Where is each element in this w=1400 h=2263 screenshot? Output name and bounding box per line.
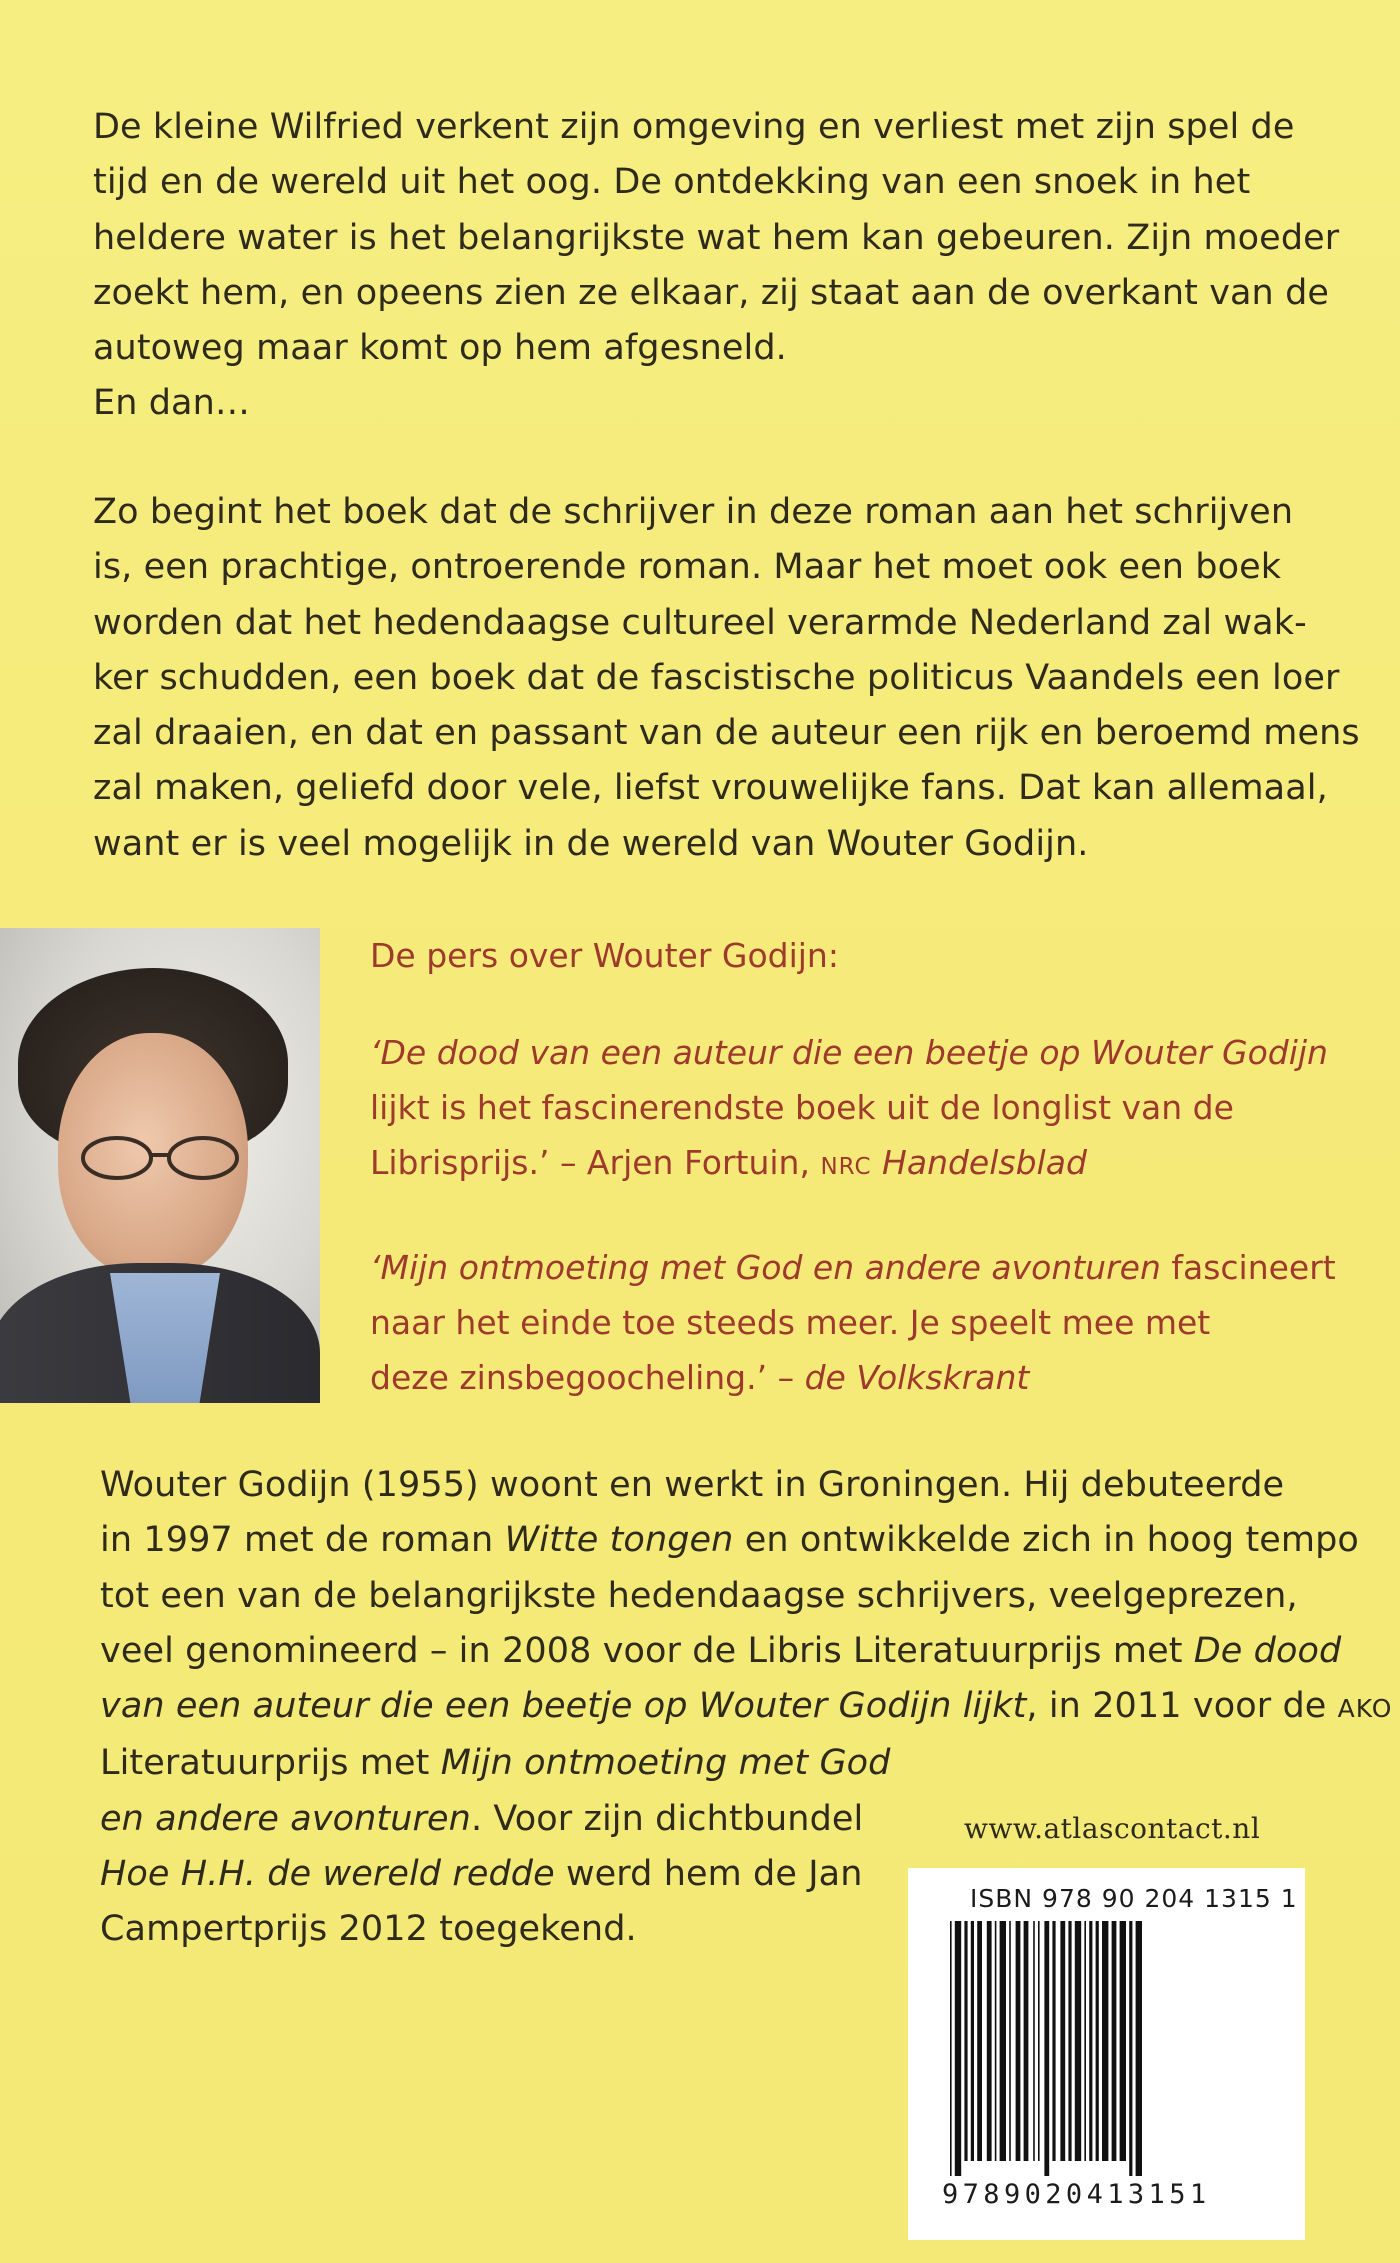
ean-digits: 9789020413151 (942, 2179, 1211, 2210)
publisher-website: www.atlascontact.nl (964, 1812, 1261, 1845)
author-bio: Wouter Godijn (1955) woont en werkt in Groningen. Hij debuteerde in 1997 met de roman Witte tongen en ontwikkelde zich in hoog tempo tot een van de belangrijkste hedendaagse schrijvers, veelgeprezen, veel genomineerd – in 2008 voor de Libris Literatuurprijs met De dood van een auteur die een beetje op Wouter Godijn lijkt, in 2011 voor de AKO Literatuurprijs met Mijn ontmoeting met God en andere avonturen. Voor zijn dichtbundel Hoe H.H. de wereld redde werd hem de Jan Campertprijs 2012 toegekend. (100, 1465, 1393, 1950)
author-portrait (0, 928, 320, 1403)
press-heading: De pers over Wouter Godijn: (370, 936, 839, 975)
press-quote-2: ‘Mijn ontmoeting met God en andere avonturen fascineert naar het einde toe steeds meer. Je speelt mee met deze zinsbegoocheling.’ – de Volkskrant (370, 1248, 1336, 1397)
barcode-icon (948, 1921, 1268, 2181)
press-quote-1: ‘De dood van een auteur die een beetje op Wouter Godijn lijkt is het fascinerendste boek uit de longlist van de Librisprijs.’ – Arjen Fortuin, NRC Handelsblad (370, 1033, 1328, 1182)
isbn-label: ISBN 978 90 204 1315 1 (970, 1884, 1298, 1913)
blurb-paragraph-1: De kleine Wilfried verkent zijn omgeving en verliest met zijn spel de tijd en de wereld uit het oog. De ontdekking van een snoek in het heldere water is het belangrijkste wat hem kan gebeuren. Zijn moeder zoekt hem, en opeens zien ze elkaar, zij staat aan de overkant van de autoweg maar komt op hem afgesneld. En dan… (93, 107, 1340, 424)
isbn-barcode (908, 1868, 1305, 2240)
blurb-paragraph-2: Zo begint het boek dat de schrijver in deze roman aan het schrijven is, een prachtige, ontroerende roman. Maar het moet ook een boek worden dat het hedendaagse cultureel verarmde Nederland zal wak- ker schudden, een boek dat de fascistische politicus Vaandels een loer zal draaien, en dat en passant van de auteur een rijk en beroemd mens zal maken, geliefd door vele, liefst vrouwelijke fans. Dat kan allemaal, want er is veel mogelijk in de wereld van Wouter Godijn. (93, 492, 1360, 864)
